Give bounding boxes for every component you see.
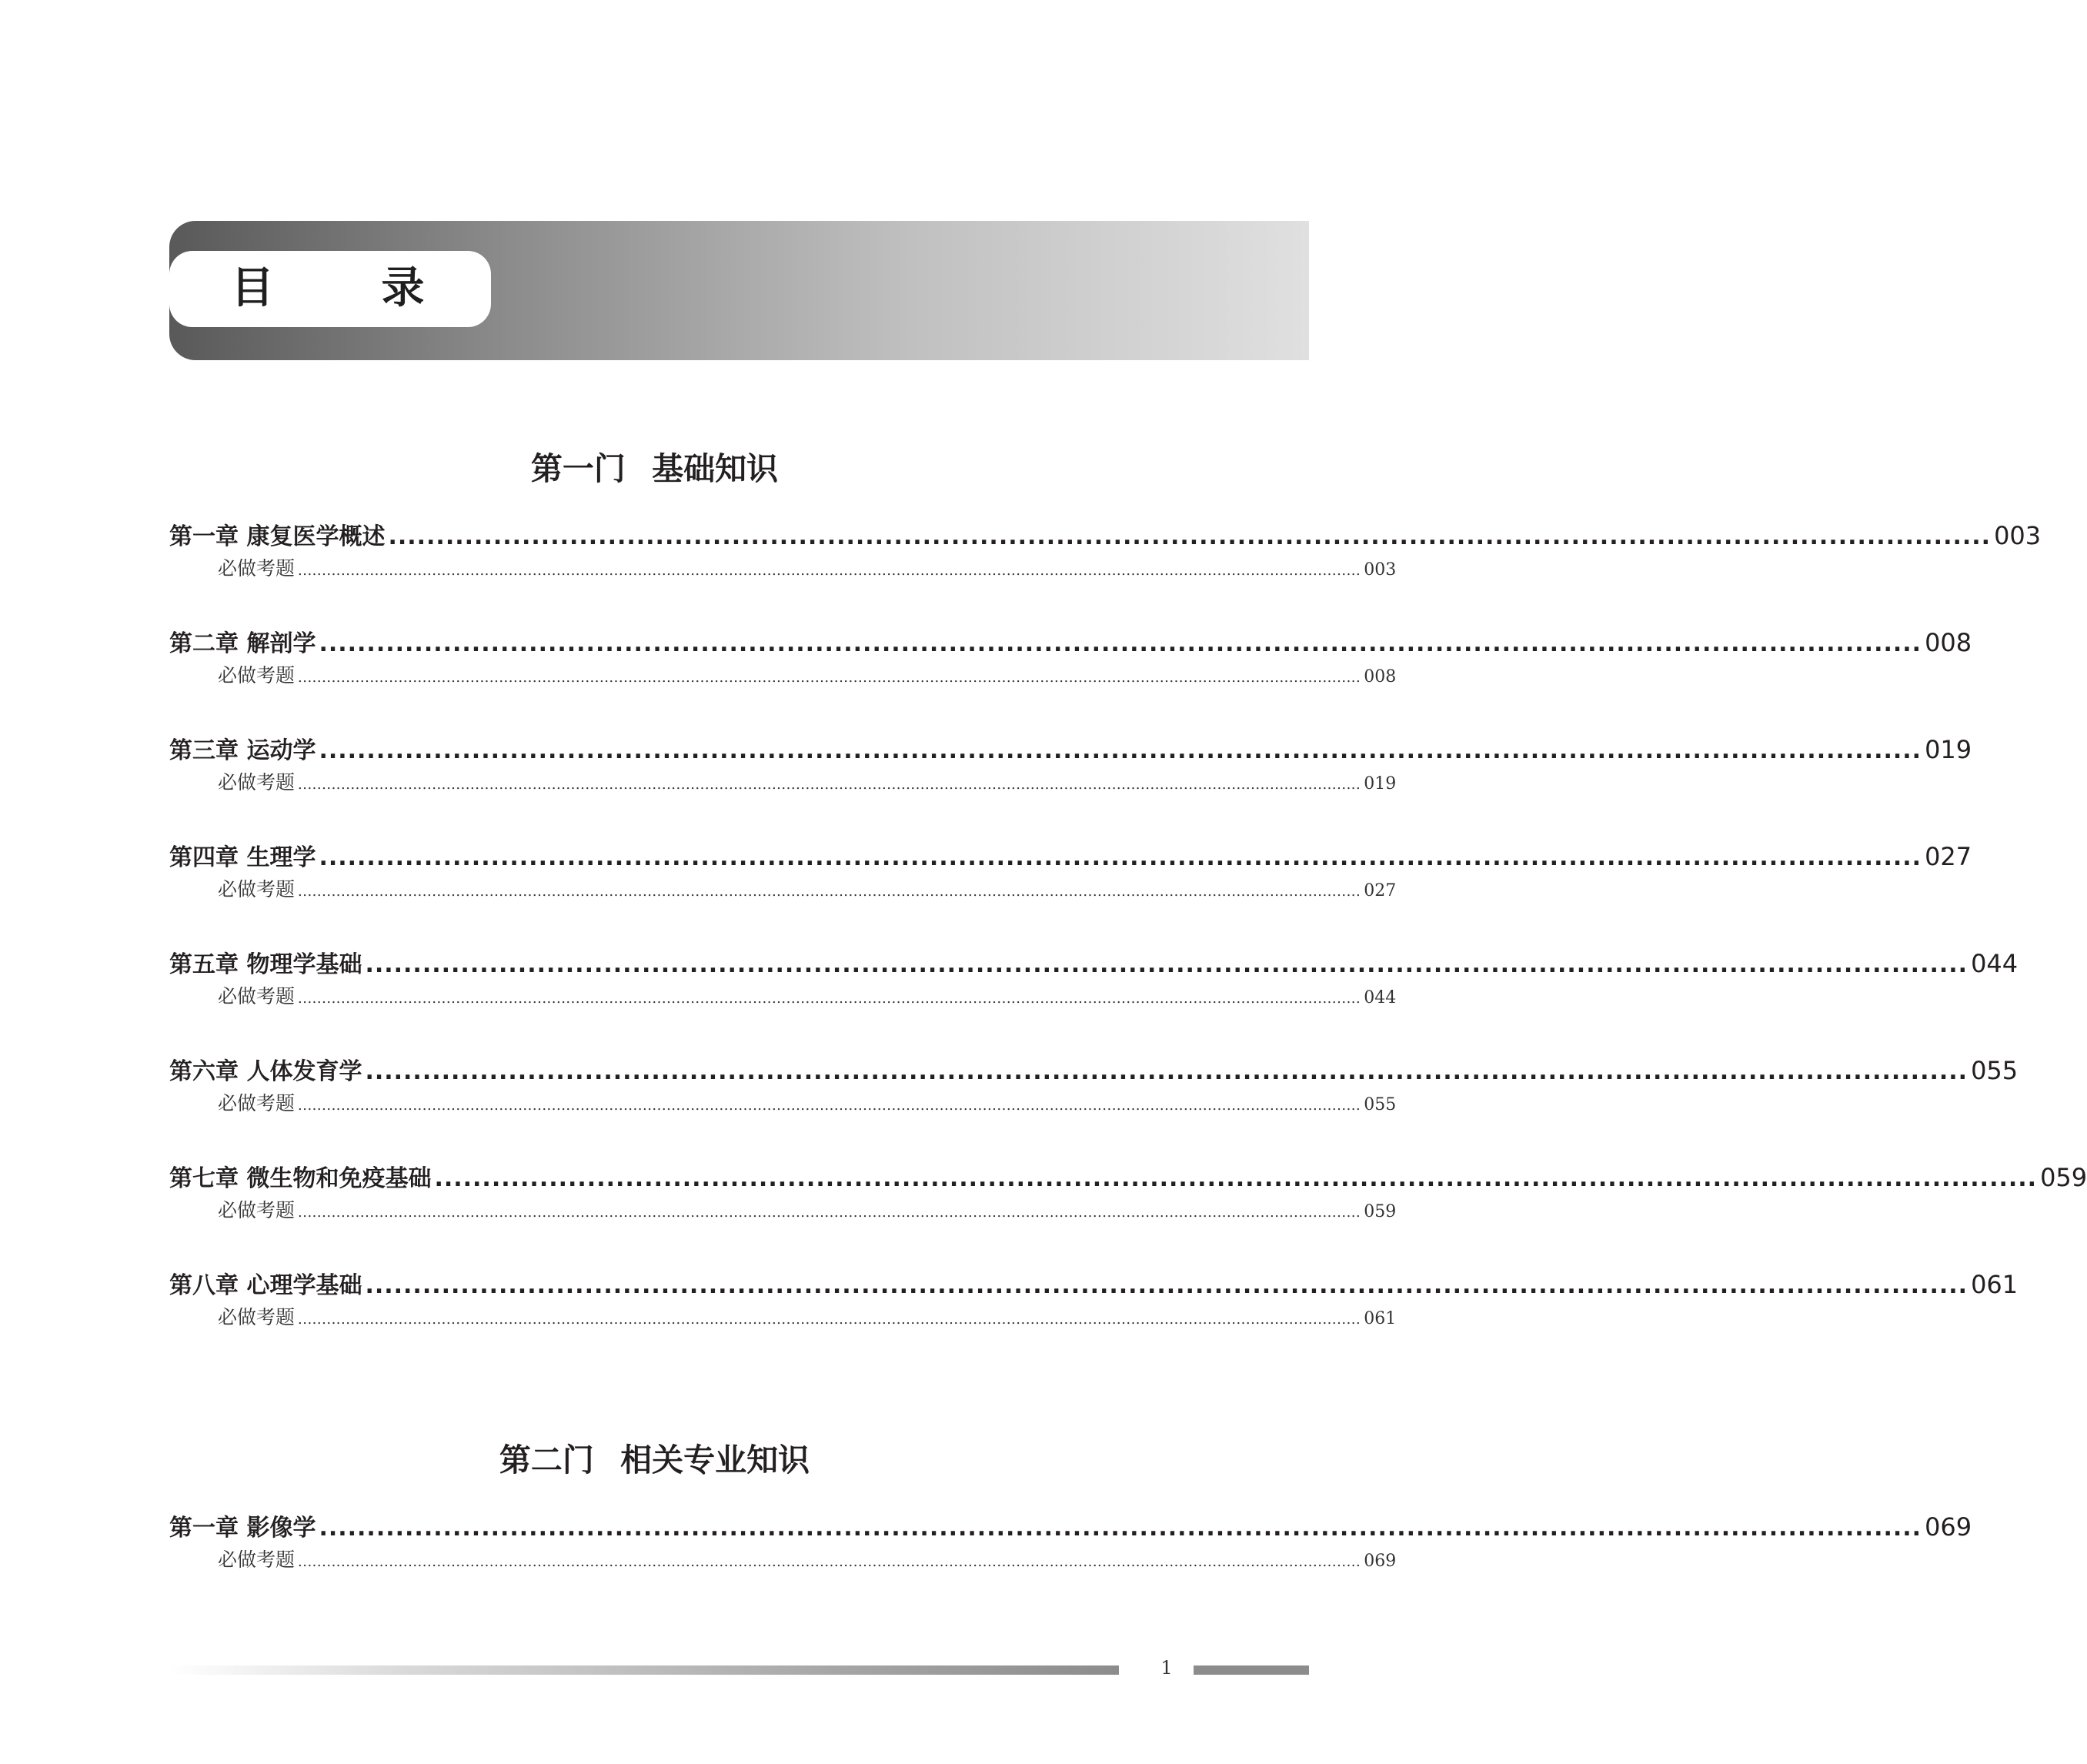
toc-chapter-entry[interactable] — [169, 1269, 2019, 1301]
chapter-label: 第一章 影像学 — [169, 1515, 316, 1542]
toc-sub-entry[interactable] — [218, 1091, 1397, 1119]
dot-leader: ........................................................................................................................................................................ — [365, 951, 1968, 978]
chapter-page-number: 069 — [1925, 1512, 1972, 1542]
sub-label: 必做考题 — [218, 878, 296, 900]
toc-sub-entry[interactable] — [218, 770, 1397, 798]
chapter-label: 第一章 康复医学概述 — [169, 523, 386, 550]
chapter-page-number: 027 — [1925, 842, 1972, 871]
page-title: 目 录 — [231, 263, 471, 313]
chapter-page-number: 055 — [1971, 1056, 2019, 1085]
dot-leader: .............................................................................................................................................................................................................................. — [298, 563, 1361, 579]
sub-page-number: 055 — [1364, 1095, 1397, 1114]
toc-sub-entry[interactable] — [218, 663, 1397, 691]
toc-sub-entry[interactable] — [218, 984, 1397, 1012]
dot-leader: .............................................................................................................................................................................................................................. — [298, 670, 1361, 686]
sub-page-number: 027 — [1364, 881, 1397, 900]
dot-leader: .............................................................................................................................................................................................................................. — [298, 1554, 1361, 1570]
sub-page-number: 003 — [1364, 560, 1397, 580]
sub-page-number: 019 — [1364, 774, 1397, 793]
sub-label: 必做考题 — [218, 1199, 296, 1221]
chapter-label: 第二章 解剖学 — [169, 630, 316, 657]
toc-chapter-entry[interactable] — [169, 1055, 2019, 1087]
toc-sub-entry[interactable] — [218, 556, 1397, 584]
sub-label: 必做考题 — [218, 1306, 296, 1328]
sub-page-number: 069 — [1364, 1552, 1397, 1571]
toc-chapter-entry[interactable] — [169, 1512, 1972, 1544]
dot-leader: ........................................................................................................................................................................ — [319, 737, 1922, 764]
chapter-label: 第八章 心理学基础 — [169, 1272, 362, 1299]
dot-leader: .............................................................................................................................................................................................................................. — [298, 1204, 1361, 1221]
toc-chapter-entry[interactable] — [169, 627, 1972, 660]
dot-leader: ........................................................................................................................................................................ — [319, 1515, 1922, 1542]
chapter-page-number: 003 — [1994, 521, 2042, 550]
toc-chapter-entry[interactable] — [169, 841, 1972, 874]
chapter-label: 第七章 微生物和免疫基础 — [169, 1165, 432, 1192]
chapter-page-number: 019 — [1925, 735, 1972, 764]
sub-label: 必做考题 — [218, 771, 296, 793]
footer-gradient-rule — [169, 1665, 1119, 1675]
toc-chapter-entry[interactable] — [169, 948, 2019, 981]
dot-leader: ........................................................................................................................................................................ — [319, 630, 1922, 657]
sub-page-number: 008 — [1364, 667, 1397, 687]
toc-chapter-entry[interactable] — [169, 1162, 2087, 1194]
sub-label: 必做考题 — [218, 557, 296, 580]
chapter-page-number: 044 — [1971, 949, 2019, 978]
toc-sub-entry[interactable] — [218, 1198, 1397, 1226]
sub-page-number: 059 — [1364, 1202, 1397, 1221]
chapter-label: 第四章 生理学 — [169, 844, 316, 871]
toc-sub-entry[interactable] — [218, 1305, 1397, 1333]
section-title: 第二门 相关专业知识 — [499, 1442, 810, 1478]
sub-label: 必做考题 — [218, 1549, 296, 1571]
sub-page-number: 061 — [1364, 1309, 1397, 1328]
sub-page-number: 044 — [1364, 988, 1397, 1007]
dot-leader: ........................................................................................................................................................................ — [365, 1272, 1968, 1299]
chapter-page-number: 061 — [1971, 1270, 2019, 1299]
dot-leader: ........................................................................................................................................................................ — [434, 1165, 2038, 1192]
chapter-page-number: 059 — [2040, 1163, 2087, 1192]
dot-leader: ........................................................................................................................................................................ — [319, 844, 1922, 871]
chapter-label: 第三章 运动学 — [169, 737, 316, 764]
sub-label: 必做考题 — [218, 985, 296, 1007]
sub-label: 必做考题 — [218, 1092, 296, 1114]
dot-leader: .............................................................................................................................................................................................................................. — [298, 991, 1361, 1007]
footer-rule-tab — [1194, 1665, 1309, 1675]
toc-chapter-entry[interactable] — [169, 520, 2042, 553]
dot-leader: .............................................................................................................................................................................................................................. — [298, 1311, 1361, 1328]
dot-leader: .............................................................................................................................................................................................................................. — [298, 884, 1361, 900]
chapter-label: 第五章 物理学基础 — [169, 951, 362, 978]
dot-leader: .............................................................................................................................................................................................................................. — [298, 1097, 1361, 1114]
toc-chapter-entry[interactable] — [169, 734, 1972, 767]
chapter-page-number: 008 — [1925, 628, 1972, 657]
sub-label: 必做考题 — [218, 664, 296, 687]
dot-leader: .............................................................................................................................................................................................................................. — [298, 777, 1361, 793]
dot-leader: ........................................................................................................................................................................ — [365, 1058, 1968, 1085]
chapter-label: 第六章 人体发育学 — [169, 1058, 362, 1085]
dot-leader: ........................................................................................................................................................................ — [388, 523, 1992, 550]
page-number: 1 — [1160, 1657, 1173, 1679]
toc-sub-entry[interactable] — [218, 877, 1397, 905]
toc-sub-entry[interactable] — [218, 1547, 1397, 1575]
section-title: 第一门 基础知识 — [530, 450, 779, 487]
